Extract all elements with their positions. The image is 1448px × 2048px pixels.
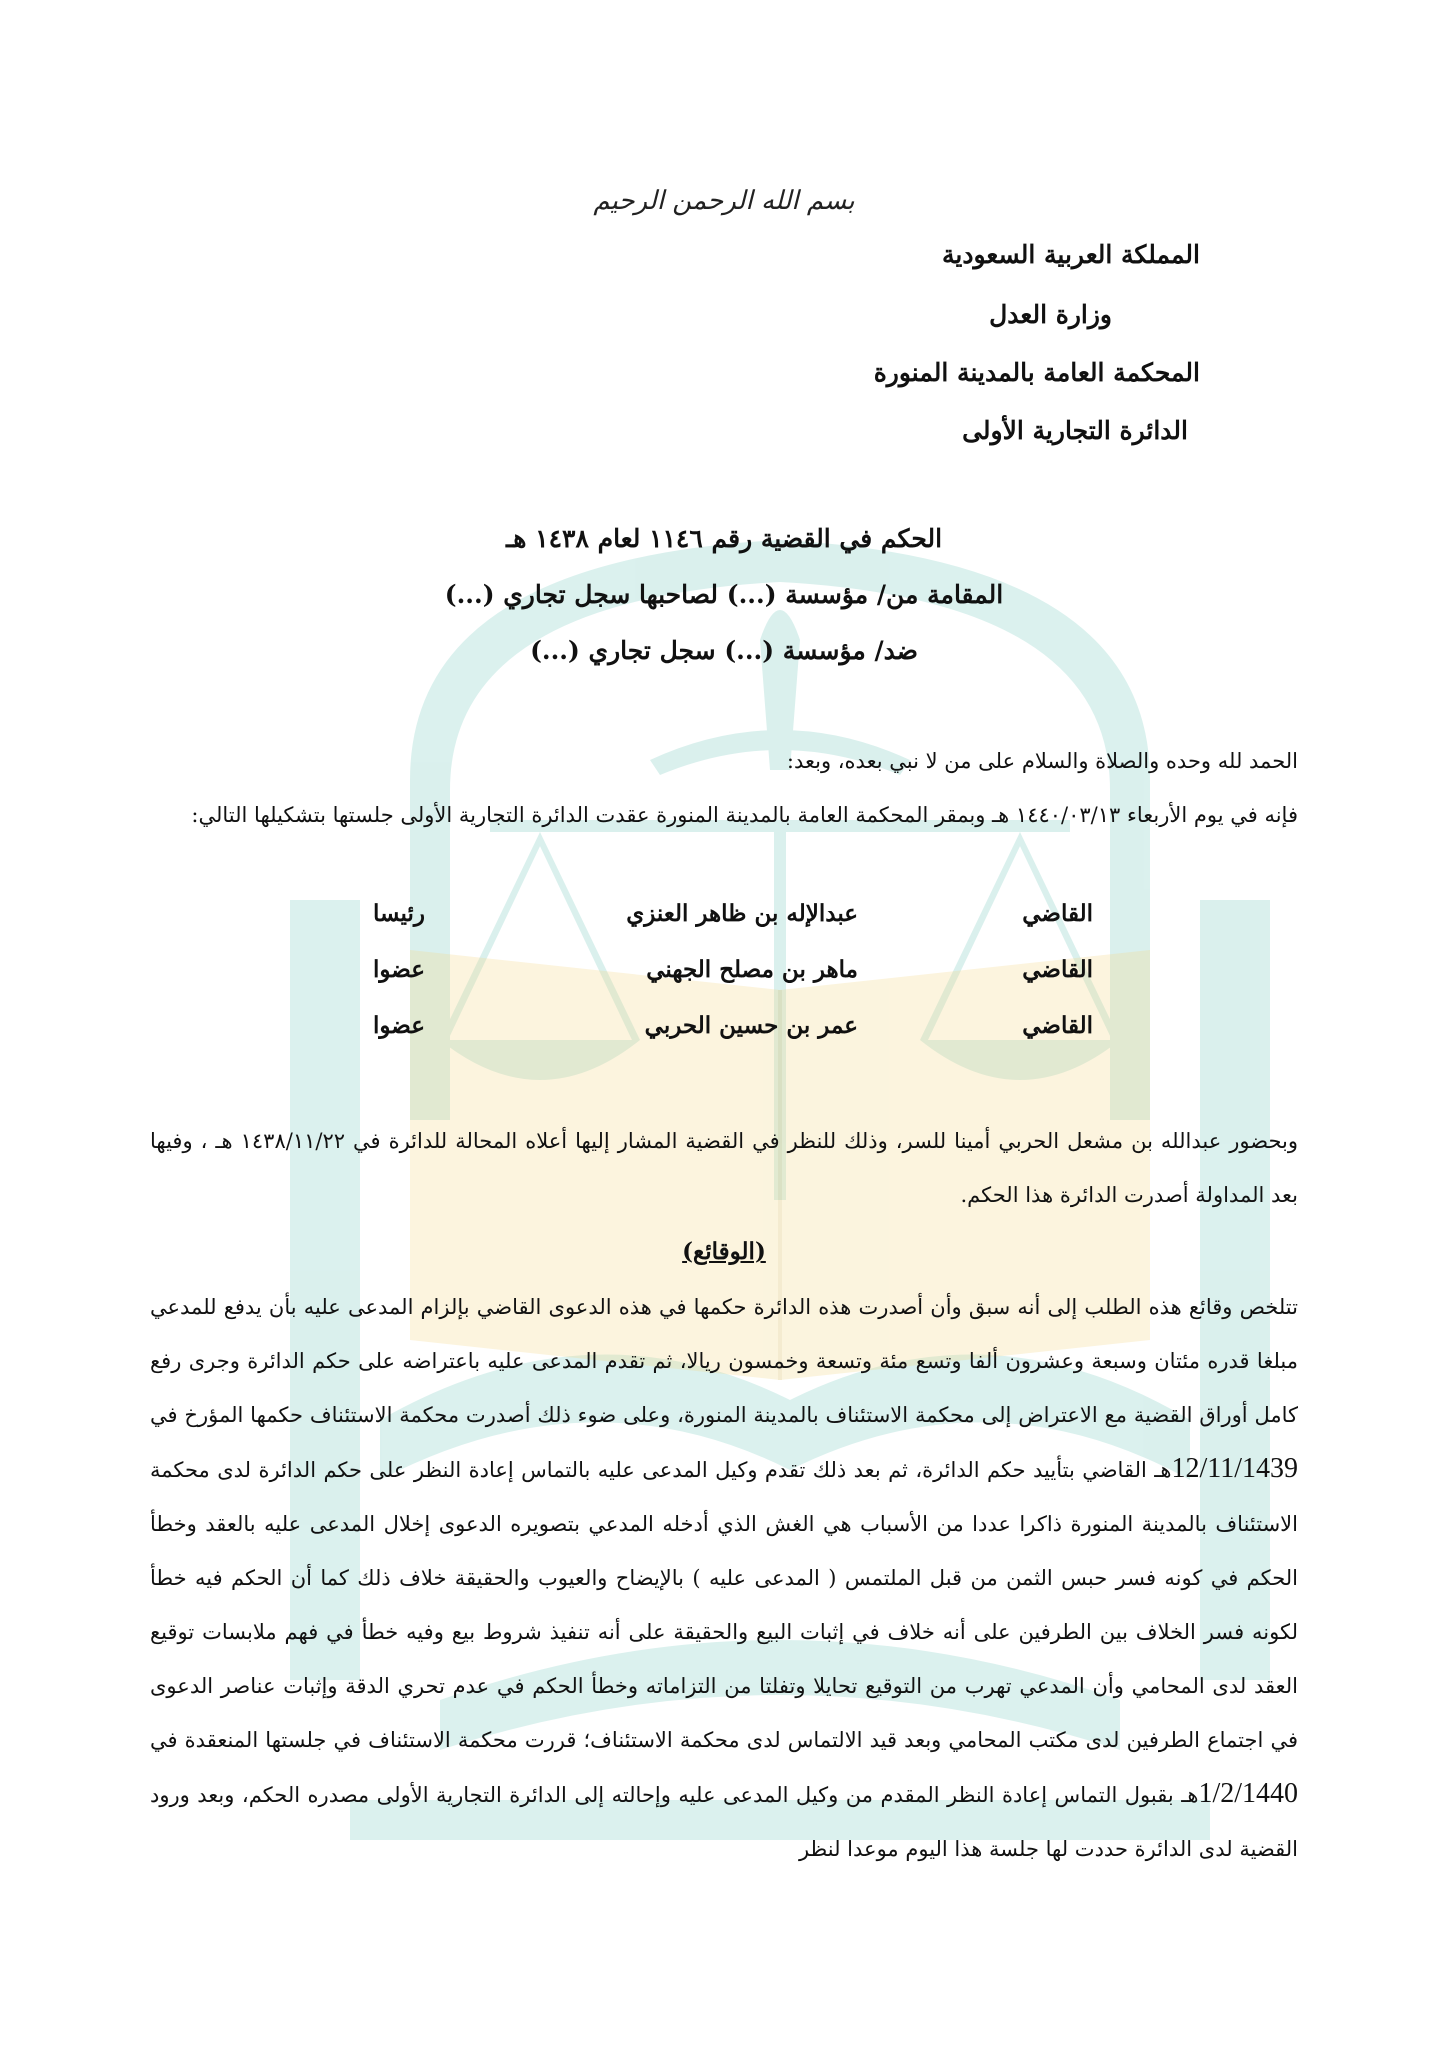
judges-panel [373,900,1093,1068]
facts-text-part-3: هـ بقبول التماس إعادة النظر المقدم من وكيل المدعى عليه وإحالته إلى الدائرة التجارية الأولى مصدره الحكم، وبعد ورود القضية لدى الدائرة حددت لها جلسة هذا اليوم موعدا لنظر [150,1783,1298,1861]
case-title: الحكم في القضية رقم ١١٤٦ لعام ١٤٣٨ هـ [505,524,943,553]
judge-name: ماهر بن مصلح الجهني [646,956,858,983]
case-plaintiff: المقامة من/ مؤسسة (...) لصاحبها سجل تجاري (...) [444,580,1004,609]
judge-role: عضوا [373,1012,425,1039]
header-court: المحكمة العامة بالمدينة المنورة [873,358,1200,387]
facts-date-appeal-session: 1/2/1440 [1198,1778,1298,1809]
facts-text-part-1: تتلخص وقائع هذه الطلب إلى أنه سبق وأن أصدرت هذه الدائرة حكمها في هذه الدعوى القاضي بإلزام المدعى عليه بأن يدفع للمدعي مبلغا قدره مئتان وسبعة وعشرون ألفا وتسع مئة وتسعة وخمسون ريالا، ثم تقدم المدعى عليه باعتراضه على حكم الدائرة وجرى رفع كامل أوراق القضية مع الاعتراض إلى محكمة الاستئناف بالمدينة المنورة، وعلى ضوء ذلك أصدرت محكمة الاستئناف حكمها المؤرخ في [150,1295,1298,1427]
judge-role: رئيسا [373,900,425,927]
opening-paragraph: فإنه في يوم الأربعاء ١٤٤٠/٠٣/١٣ هـ وبمقر المحكمة العامة بالمدينة المنورة عقدت الدائرة التجارية الأولى جلستها بتشكيلها التالي: [191,803,1298,827]
judge-title: القاضي [1022,956,1093,983]
header-ministry: وزارة العدل [989,300,1112,329]
judge-row [373,1012,1093,1068]
praise-paragraph: الحمد لله وحده والصلاة والسلام على من لا نبي بعده، وبعد: [786,749,1298,773]
case-defendant: ضد/ مؤسسة (...) سجل تجاري (...) [530,636,918,665]
judge-name: عمر بن حسين الحربي [644,1012,858,1039]
attendance-paragraph: وبحضور عبدالله بن مشعل الحربي أمينا للسر، وذلك للنظر في القضية المشار إليها أعلاه المحالة للدائرة في ١٤٣٨/١١/٢٢ هـ ، وفيها بعد المداولة أصدرت الدائرة هذا الحكم. [150,1129,1299,1207]
facts-text-part-2: هـ القاضي بتأييد حكم الدائرة، ثم بعد ذلك تقدم وكيل المدعى عليه بالتماس إعادة النظر على حكم الدائرة لدى محكمة الاستئناف بالمدينة المنورة ذاكرا عددا من الأسباب هي الغش الذي أدخله المدعي بتصويره الدعوى إخلال المدعى عليه بالعقد وخطأ الحكم في كونه فسر حبس الثمن من قبل الملتمس ( المدعى عليه ) بالإيضاح والعيوب والحقيقة خلاف ذلك كما أن الحكم فيه خطأ لكونه فسر الخلاف بين الطرفين على أنه خلاف في إثبات البيع والحقيقة على أنه تنفيذ شروط بيع وفيه خطأ في فهم ملابسات توقيع العقد لدى المحامي وأن المدعي تهرب من التوقيع تحايلا وتفلتا من التزاماته وخطأ الحكم في عدم تحري الدقة وإثبات عناصر الدعوى في اجتماع الطرفين لدى مكتب المحامي وبعد قيد الالتماس لدى محكمة الاستئناف؛ قررت محكمة الاستئناف في جلستها المنعقدة في [150,1458,1298,1752]
facts-date-appeal-ruling: 12/11/1439 [1171,1453,1298,1484]
judge-title: القاضي [1022,1012,1093,1039]
header-circuit: الدائرة التجارية الأولى [962,416,1188,445]
judge-row [373,900,1093,956]
header-kingdom: المملكة العربية السعودية [941,240,1200,269]
basmala: بسم الله الرحمن الرحيم [593,186,855,216]
judge-title: القاضي [1022,900,1093,927]
facts-heading: (الوقائع) [682,1238,766,1265]
judge-role: عضوا [373,956,425,983]
facts-paragraph [150,1280,1298,1876]
judge-row [373,956,1093,1012]
judge-name: عبدالإله بن ظاهر العنزي [626,900,858,927]
